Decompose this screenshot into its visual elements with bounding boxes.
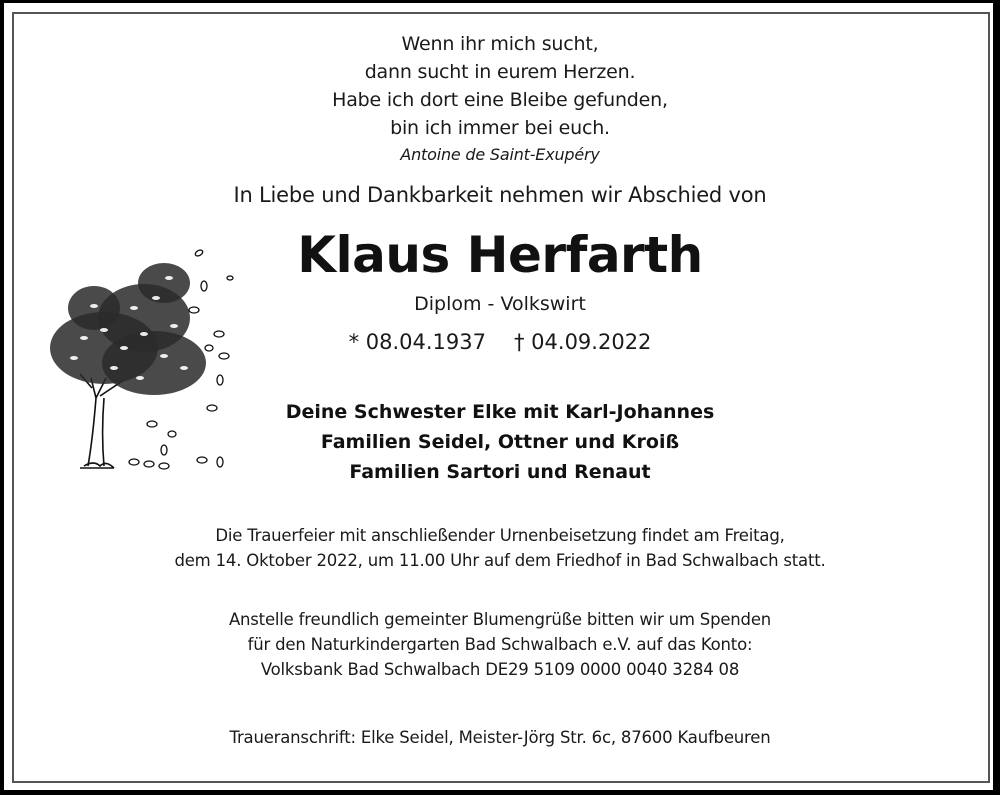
farewell-line: In Liebe und Dankbarkeit nehmen wir Abschied von (233, 183, 767, 207)
family-list (0, 397, 1000, 487)
deceased-name: Klaus Herfarth (297, 226, 703, 284)
deceased-title: Diplom - Volkswirt (414, 293, 586, 315)
poem (0, 30, 1000, 168)
birth-date: * 08.04.1937 (348, 330, 486, 354)
poem-line: Habe ich dort eine Bleibe gefunden, (332, 89, 668, 111)
donation-line: für den Naturkindergarten Bad Schwalbach e.V. auf das Konto: (247, 635, 753, 654)
family-line: Familien Sartori und Renaut (349, 461, 651, 483)
ceremony-notice (0, 523, 1000, 573)
poem-line: dann sucht in eurem Herzen. (364, 61, 636, 83)
death-date: † 04.09.2022 (514, 330, 652, 354)
donation-bank-line: Volksbank Bad Schwalbach DE29 5109 0000 0040 3284 08 (260, 660, 740, 679)
family-line: Deine Schwester Elke mit Karl-Johannes (285, 401, 715, 423)
poem-line: Wenn ihr mich sucht, (401, 33, 599, 55)
donation-line: Anstelle freundlich gemeinter Blumengrüße bitten wir um Spenden (228, 610, 772, 629)
poem-line: bin ich immer bei euch. (390, 117, 610, 139)
ceremony-line: Die Trauerfeier mit anschließender Urnenbeisetzung findet am Freitag, (215, 526, 785, 545)
donation-notice (0, 607, 1000, 682)
ceremony-line: dem 14. Oktober 2022, um 11.00 Uhr auf dem Friedhof in Bad Schwalbach statt. (174, 551, 826, 570)
family-line: Familien Seidel, Ottner und Kroiß (320, 431, 680, 453)
mourning-address: Traueranschrift: Elke Seidel, Meister-Jörg Str. 6c, 87600 Kaufbeuren (229, 728, 771, 747)
poem-author: Antoine de Saint-Exupéry (400, 145, 600, 164)
